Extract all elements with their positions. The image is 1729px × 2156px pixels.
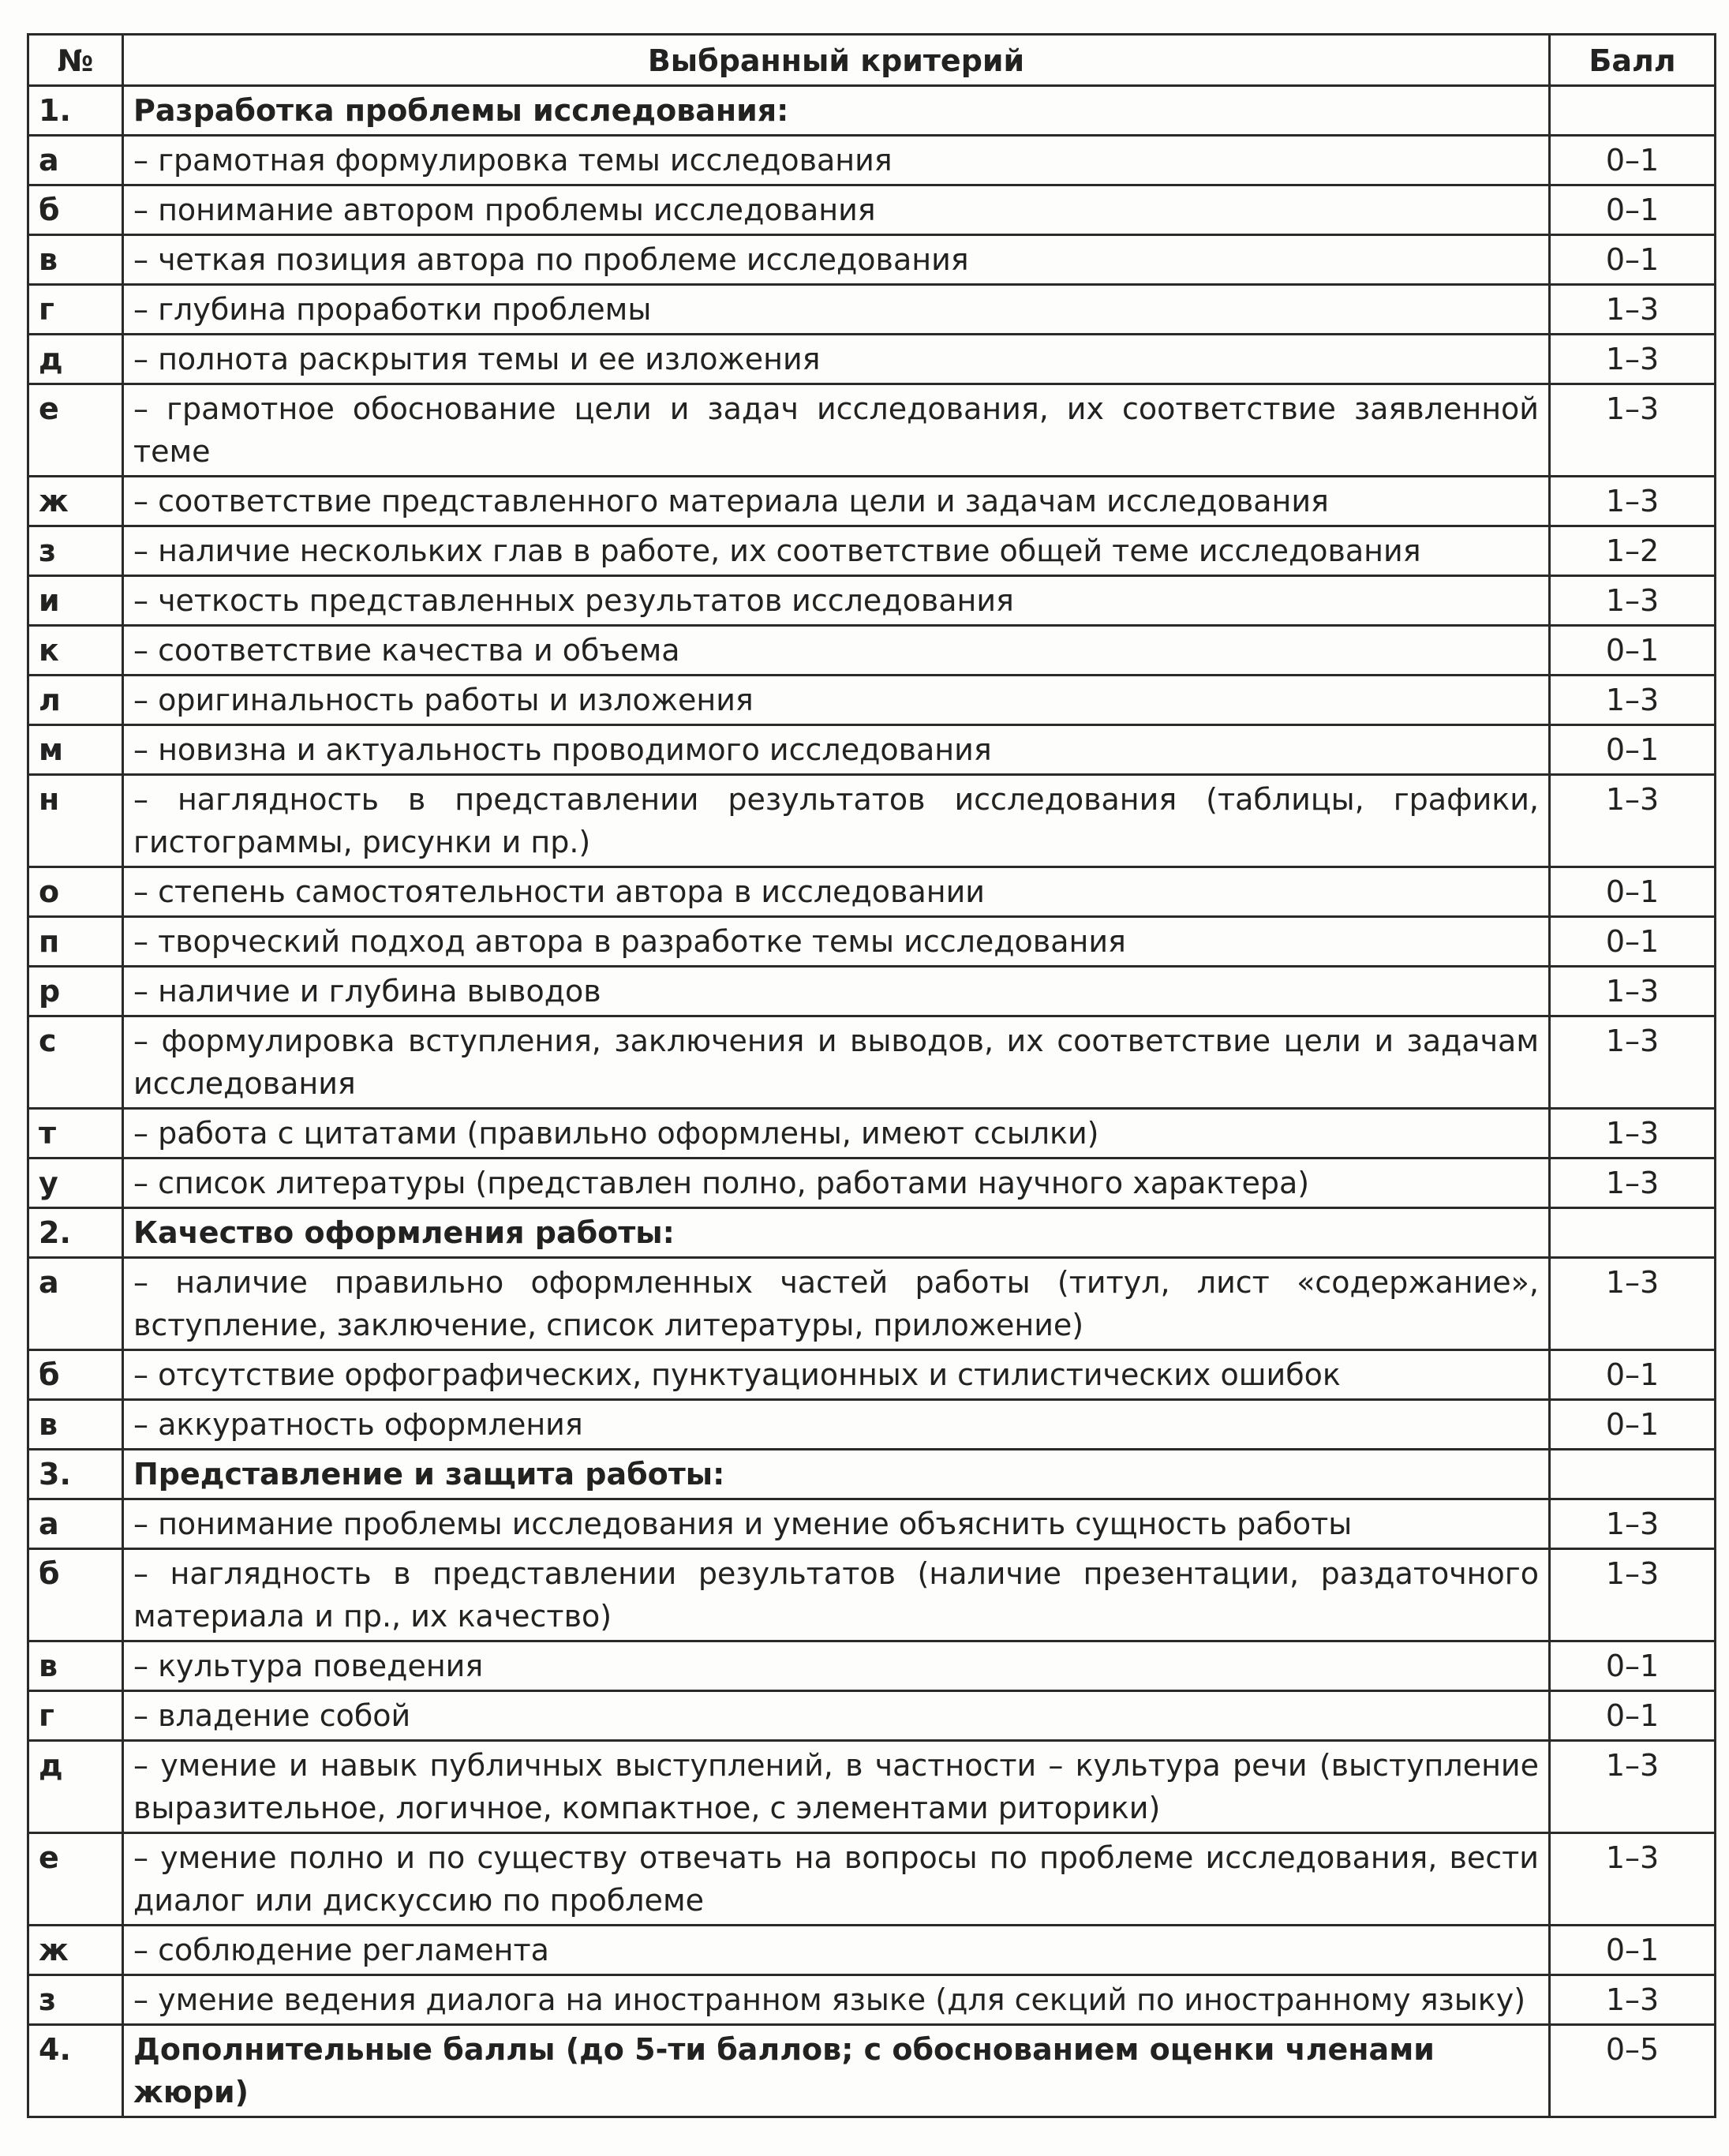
row-number: ж bbox=[28, 477, 123, 526]
table-row bbox=[28, 136, 1716, 185]
score-range: 1–3 bbox=[1550, 1741, 1716, 1833]
score-range: 0–1 bbox=[1550, 1350, 1716, 1400]
section-title: Дополнительные баллы (до 5-ти баллов; с обоснованием оценки членами жюри) bbox=[123, 2025, 1550, 2117]
row-number: 3. bbox=[28, 1450, 123, 1499]
score-range: 1–3 bbox=[1550, 1016, 1716, 1109]
row-number: д bbox=[28, 335, 123, 384]
score-range: 0–1 bbox=[1550, 1691, 1716, 1741]
criterion-text: – грамотная формулировка темы исследования bbox=[123, 136, 1550, 185]
row-number: 1. bbox=[28, 86, 123, 136]
score-range: 0–1 bbox=[1550, 917, 1716, 967]
criterion-text: – глубина проработки проблемы bbox=[123, 285, 1550, 335]
table-row bbox=[28, 775, 1716, 867]
row-number: 2. bbox=[28, 1208, 123, 1258]
table-row bbox=[28, 867, 1716, 917]
table-row bbox=[28, 576, 1716, 626]
score-range: 1–3 bbox=[1550, 1833, 1716, 1926]
row-number: а bbox=[28, 1258, 123, 1350]
criterion-text: – культура поведения bbox=[123, 1641, 1550, 1691]
table-row bbox=[28, 384, 1716, 477]
row-number: в bbox=[28, 235, 123, 285]
criteria-table bbox=[27, 33, 1716, 2118]
score-range: 1–3 bbox=[1550, 335, 1716, 384]
row-number: з bbox=[28, 1975, 123, 2025]
score-range: 0–1 bbox=[1550, 1400, 1716, 1450]
criterion-text: – умение ведения диалога на иностранном языке (для секций по иностранному языку) bbox=[123, 1975, 1550, 2025]
score-range: 0–1 bbox=[1550, 725, 1716, 775]
score-range: 0–1 bbox=[1550, 185, 1716, 235]
table-row bbox=[28, 1549, 1716, 1641]
score-range: 0–1 bbox=[1550, 1641, 1716, 1691]
score-range: 0–1 bbox=[1550, 235, 1716, 285]
criterion-text: – понимание проблемы исследования и умение объяснить сущность работы bbox=[123, 1499, 1550, 1549]
table-row bbox=[28, 967, 1716, 1016]
criterion-text: – степень самостоятельности автора в исследовании bbox=[123, 867, 1550, 917]
row-number: и bbox=[28, 576, 123, 626]
section-title: Разработка проблемы исследования: bbox=[123, 86, 1550, 136]
row-number: т bbox=[28, 1109, 123, 1158]
row-number: д bbox=[28, 1741, 123, 1833]
table-row bbox=[28, 626, 1716, 676]
table-body bbox=[28, 86, 1716, 2117]
row-number: м bbox=[28, 725, 123, 775]
table-row bbox=[28, 1350, 1716, 1400]
score-range: 1–2 bbox=[1550, 526, 1716, 576]
score-range: 0–1 bbox=[1550, 867, 1716, 917]
criterion-text: – формулировка вступления, заключения и выводов, их соответствие цели и задачам исследования bbox=[123, 1016, 1550, 1109]
criterion-text: – аккуратность оформления bbox=[123, 1400, 1550, 1450]
criterion-text: – четкая позиция автора по проблеме исследования bbox=[123, 235, 1550, 285]
table-row bbox=[28, 1158, 1716, 1208]
row-number: а bbox=[28, 136, 123, 185]
criterion-text: – новизна и актуальность проводимого исследования bbox=[123, 725, 1550, 775]
table-row bbox=[28, 1741, 1716, 1833]
table-row bbox=[28, 1691, 1716, 1741]
header-score: Балл bbox=[1550, 35, 1716, 86]
table-row bbox=[28, 285, 1716, 335]
header-criterion: Выбранный критерий bbox=[123, 35, 1550, 86]
table-row bbox=[28, 1641, 1716, 1691]
score-range bbox=[1550, 86, 1716, 136]
score-range: 0–1 bbox=[1550, 626, 1716, 676]
table-row bbox=[28, 725, 1716, 775]
row-number: л bbox=[28, 676, 123, 725]
section-title: Представление и защита работы: bbox=[123, 1450, 1550, 1499]
score-range bbox=[1550, 1208, 1716, 1258]
section-row bbox=[28, 86, 1716, 136]
row-number: е bbox=[28, 384, 123, 477]
table-row bbox=[28, 477, 1716, 526]
table-row bbox=[28, 1926, 1716, 1975]
section-row bbox=[28, 2025, 1716, 2117]
row-number: р bbox=[28, 967, 123, 1016]
score-range: 1–3 bbox=[1550, 967, 1716, 1016]
row-number: с bbox=[28, 1016, 123, 1109]
score-range: 1–3 bbox=[1550, 477, 1716, 526]
row-number: в bbox=[28, 1400, 123, 1450]
criterion-text: – умение и навык публичных выступлений, в частности – культура речи (выступление выразительное, логичное, компактное, с элементами риторики) bbox=[123, 1741, 1550, 1833]
criterion-text: – наглядность в представлении результатов (наличие презентации, раздаточного материала и пр., их качество) bbox=[123, 1549, 1550, 1641]
criterion-text: – работа с цитатами (правильно оформлены, имеют ссылки) bbox=[123, 1109, 1550, 1158]
table-row bbox=[28, 235, 1716, 285]
score-range: 1–3 bbox=[1550, 1158, 1716, 1208]
table-row bbox=[28, 1975, 1716, 2025]
score-range: 1–3 bbox=[1550, 576, 1716, 626]
score-range: 1–3 bbox=[1550, 1499, 1716, 1549]
row-number: з bbox=[28, 526, 123, 576]
row-number: 4. bbox=[28, 2025, 123, 2117]
score-range: 0–1 bbox=[1550, 136, 1716, 185]
criterion-text: – отсутствие орфографических, пунктуационных и стилистических ошибок bbox=[123, 1350, 1550, 1400]
row-number: е bbox=[28, 1833, 123, 1926]
criterion-text: – соблюдение регламента bbox=[123, 1926, 1550, 1975]
row-number: а bbox=[28, 1499, 123, 1549]
criterion-text: – владение собой bbox=[123, 1691, 1550, 1741]
row-number: у bbox=[28, 1158, 123, 1208]
section-row bbox=[28, 1208, 1716, 1258]
score-range bbox=[1550, 1450, 1716, 1499]
row-number: г bbox=[28, 1691, 123, 1741]
criterion-text: – наличие правильно оформленных частей работы (титул, лист «содержание», вступление, заключение, список литературы, приложение) bbox=[123, 1258, 1550, 1350]
table-row bbox=[28, 185, 1716, 235]
criterion-text: – творческий подход автора в разработке темы исследования bbox=[123, 917, 1550, 967]
criterion-text: – грамотное обоснование цели и задач исследования, их соответствие заявленной теме bbox=[123, 384, 1550, 477]
criterion-text: – оригинальность работы и изложения bbox=[123, 676, 1550, 725]
table-row bbox=[28, 1833, 1716, 1926]
table-row bbox=[28, 1258, 1716, 1350]
row-number: б bbox=[28, 1350, 123, 1400]
score-range: 1–3 bbox=[1550, 775, 1716, 867]
table-row bbox=[28, 526, 1716, 576]
row-number: б bbox=[28, 185, 123, 235]
score-range: 0–5 bbox=[1550, 2025, 1716, 2117]
score-range: 0–1 bbox=[1550, 1926, 1716, 1975]
criterion-text: – умение полно и по существу отвечать на вопросы по проблеме исследования, вести диалог или дискуссию по проблеме bbox=[123, 1833, 1550, 1926]
criterion-text: – соответствие представленного материала цели и задачам исследования bbox=[123, 477, 1550, 526]
table-row bbox=[28, 917, 1716, 967]
criterion-text: – понимание автором проблемы исследования bbox=[123, 185, 1550, 235]
criterion-text: – соответствие качества и объема bbox=[123, 626, 1550, 676]
section-title: Качество оформления работы: bbox=[123, 1208, 1550, 1258]
table-row bbox=[28, 676, 1716, 725]
table-row bbox=[28, 335, 1716, 384]
criterion-text: – наличие нескольких глав в работе, их соответствие общей теме исследования bbox=[123, 526, 1550, 576]
table-row bbox=[28, 1109, 1716, 1158]
score-range: 1–3 bbox=[1550, 285, 1716, 335]
section-row bbox=[28, 1450, 1716, 1499]
score-range: 1–3 bbox=[1550, 676, 1716, 725]
table-row bbox=[28, 1016, 1716, 1109]
row-number: ж bbox=[28, 1926, 123, 1975]
criterion-text: – наличие и глубина выводов bbox=[123, 967, 1550, 1016]
score-range: 1–3 bbox=[1550, 1109, 1716, 1158]
score-range: 1–3 bbox=[1550, 1549, 1716, 1641]
score-range: 1–3 bbox=[1550, 1975, 1716, 2025]
criterion-text: – полнота раскрытия темы и ее изложения bbox=[123, 335, 1550, 384]
header-num: № bbox=[28, 35, 123, 86]
row-number: о bbox=[28, 867, 123, 917]
table-header-row bbox=[28, 35, 1716, 86]
table-row bbox=[28, 1499, 1716, 1549]
row-number: б bbox=[28, 1549, 123, 1641]
table-row bbox=[28, 1400, 1716, 1450]
score-range: 1–3 bbox=[1550, 1258, 1716, 1350]
row-number: п bbox=[28, 917, 123, 967]
row-number: г bbox=[28, 285, 123, 335]
row-number: в bbox=[28, 1641, 123, 1691]
row-number: к bbox=[28, 626, 123, 676]
criterion-text: – четкость представленных результатов исследования bbox=[123, 576, 1550, 626]
criterion-text: – наглядность в представлении результатов исследования (таблицы, графики, гистограммы, рисунки и пр.) bbox=[123, 775, 1550, 867]
criterion-text: – список литературы (представлен полно, работами научного характера) bbox=[123, 1158, 1550, 1208]
score-range: 1–3 bbox=[1550, 384, 1716, 477]
row-number: н bbox=[28, 775, 123, 867]
